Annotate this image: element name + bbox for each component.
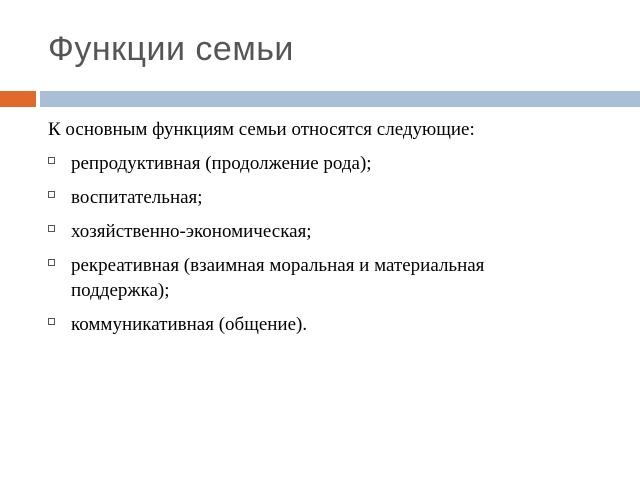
accent-bar-orange: [0, 91, 36, 107]
list-item-text: хозяйственно-экономическая;: [71, 221, 312, 242]
intro-text: К основным функциям семьи относятся следующие:: [48, 119, 475, 140]
list-item-text: репродуктивная (продолжение рода);: [71, 153, 372, 174]
square-bullet-icon: [48, 318, 55, 325]
slide-title: Функции семьи: [48, 30, 294, 68]
list-item: [48, 219, 488, 244]
square-bullet-icon: [48, 259, 55, 266]
list-item: [48, 312, 488, 337]
square-bullet-icon: [48, 191, 55, 198]
slide-content: [48, 117, 488, 346]
list-item: [48, 151, 488, 176]
list-item-text: рекреативная (взаимная моральная и материальная поддержка);: [71, 255, 485, 301]
list-item: [48, 253, 488, 303]
square-bullet-icon: [48, 157, 55, 164]
list-item-text: коммуникативная (общение).: [71, 314, 308, 335]
square-bullet-icon: [48, 225, 55, 232]
list-item-text: воспитательная;: [71, 187, 203, 208]
accent-bar-blue: [40, 91, 640, 107]
list-item: [48, 185, 488, 210]
